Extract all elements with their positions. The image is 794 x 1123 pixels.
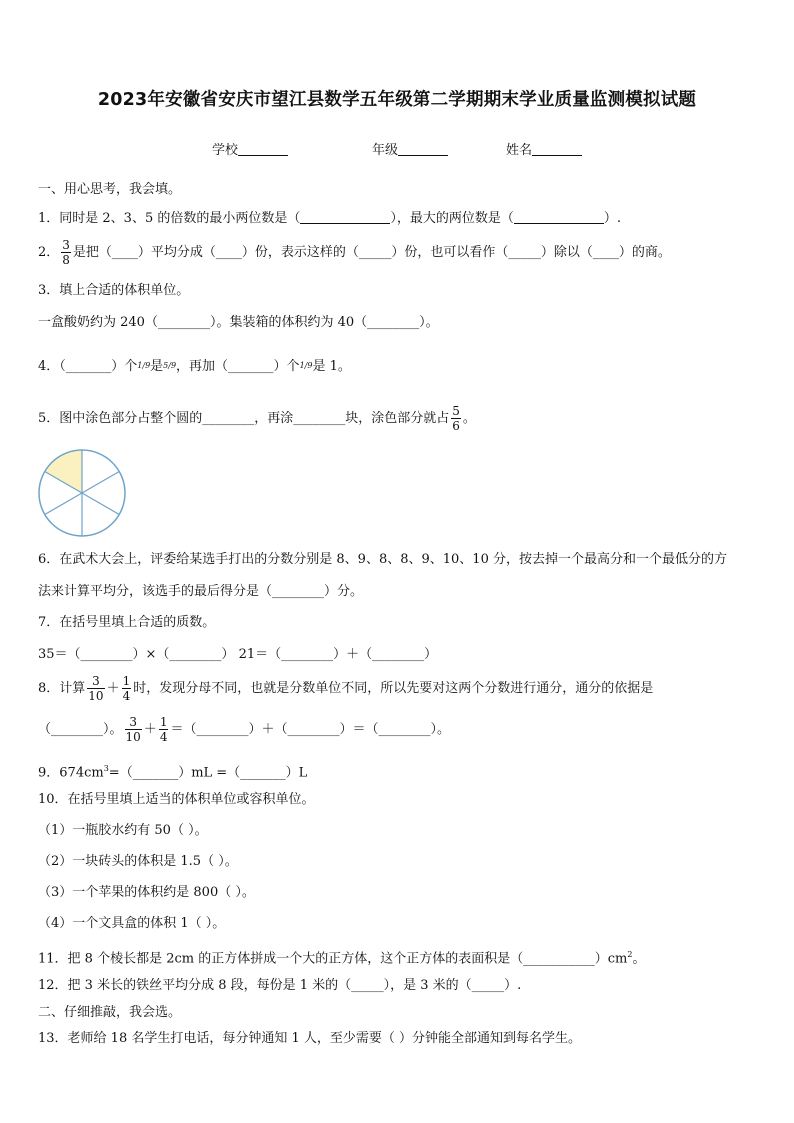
question-12: 12．把 3 米长的铁丝平均分成 8 段，每份是 1 米的（_____），是 3 米的（_____）. — [38, 978, 522, 993]
q8-fraction-2: $\frac{1}{4}$ — [122, 674, 131, 703]
question-10-item-4: （4）一个文具盒的体积 1（ ）。 — [38, 916, 226, 931]
q1-text-c: ）. — [603, 211, 622, 226]
question-6-line-1: 6．在武术大会上，评委给某选手打出的分数分别是 8、9、8、8、9、10、10 分，按去掉一个最高分和一个最低分的方 — [38, 552, 727, 567]
q4-fraction-1: 1/9 — [137, 361, 151, 370]
question-4: 4．（_______）个1/9是5/9，再加（_______）个1/9是 1。 — [38, 359, 351, 374]
school-label: 学校 — [212, 143, 239, 158]
question-7-body: 35＝（________）×（________） 21＝（________）＋（________） — [38, 647, 438, 662]
q1-blank-1[interactable] — [300, 209, 390, 224]
q2-fraction: $\frac{3}{8}$ — [62, 238, 70, 267]
name-field[interactable] — [506, 141, 582, 160]
grade-field[interactable] — [372, 141, 448, 160]
section-2-heading: 二、仔细推敲，我会选。 — [38, 1005, 182, 1020]
q2-number: 2． — [38, 245, 60, 260]
question-5: 5．图中涂色部分占整个圆的________，再涂________块，涂色部分就占 $\frac{5}{6}$ 。 — [38, 404, 476, 433]
grade-label: 年级 — [372, 143, 399, 158]
question-2 — [38, 236, 671, 270]
page-title: 2023年安徽省安庆市望江县数学五年级第二学期期末学业质量监测模拟试题 — [97, 90, 697, 110]
q8-fraction-1: $\frac{3}{10}$ — [88, 674, 104, 703]
q4-fraction-3: 1/9 — [299, 361, 313, 370]
question-8-line-1: 8．计算 $\frac{3}{10}$ ＋ $\frac{1}{4}$ 时，发现分母不同，也就是分数单位不同，所以先要对这两个分数进行通分，通分的依据是 — [38, 674, 654, 703]
question-10-item-1: （1）一瓶胶水约有 50（ ）。 — [38, 823, 208, 838]
question-6-line-2: 法来计算平均分，该选手的最后得分是（________）分。 — [38, 584, 364, 599]
question-1 — [38, 209, 621, 228]
q2-text: 是把（____）平均分成（____）份，表示这样的（_____）份，也可以看作（_____）除以（____）的商。 — [72, 245, 671, 260]
school-field[interactable] — [212, 141, 288, 160]
q5-fraction: $\frac{5}{6}$ — [452, 404, 460, 433]
question-8-line-2: （________）。 $\frac{3}{10}$ ＋ $\frac{1}{4}$ ＝（________）＋（________）＝（________）。 — [38, 715, 450, 744]
section-1-heading: 一、用心思考，我会填。 — [38, 182, 182, 197]
question-10-item-3: （3）一个苹果的体积约是 800（ ）。 — [38, 885, 255, 900]
question-3-heading: 3．填上合适的体积单位。 — [38, 283, 190, 298]
question-7-heading: 7．在括号里填上合适的质数。 — [38, 615, 216, 630]
q1-blank-2[interactable] — [514, 209, 604, 224]
name-label: 姓名 — [506, 143, 533, 158]
shaded-sector — [45, 450, 82, 493]
q1-text-a: 1．同时是 2、3、5 的倍数的最小两位数是（ — [38, 211, 301, 226]
question-3-body: 一盒酸奶约为 240（________）。集装箱的体积约为 40（________）。 — [38, 315, 439, 330]
question-11: 11．把 8 个棱长都是 2cm 的正方体拼成一个大的正方体，这个正方体的表面积是$(\_\_\_\_\_\_\_\_\_\_\_)cm^2$。 — [38, 950, 646, 967]
q1-text-b: ），最大的两位数是（ — [390, 211, 514, 226]
shaded-circle-diagram — [37, 448, 127, 538]
question-10-item-2: （2）一块砖头的体积是 1.5（ ）。 — [38, 854, 238, 869]
question-9: 9．$674cm^3=(\_\_\_\_\_\_\_)mL$ =（_______）L — [38, 764, 308, 781]
q8-fraction-4: $\frac{1}{4}$ — [159, 715, 168, 744]
question-10-heading: 10．在括号里填上适当的体积单位或容积单位。 — [38, 792, 315, 807]
question-13: 13．老师给 18 名学生打电话，每分钟通知 1 人，至少需要（ ）分钟能全部通知到每名学生。 — [38, 1031, 582, 1046]
q8-fraction-3: $\frac{3}{10}$ — [125, 715, 141, 744]
q4-fraction-2: 5/9 — [163, 361, 177, 370]
